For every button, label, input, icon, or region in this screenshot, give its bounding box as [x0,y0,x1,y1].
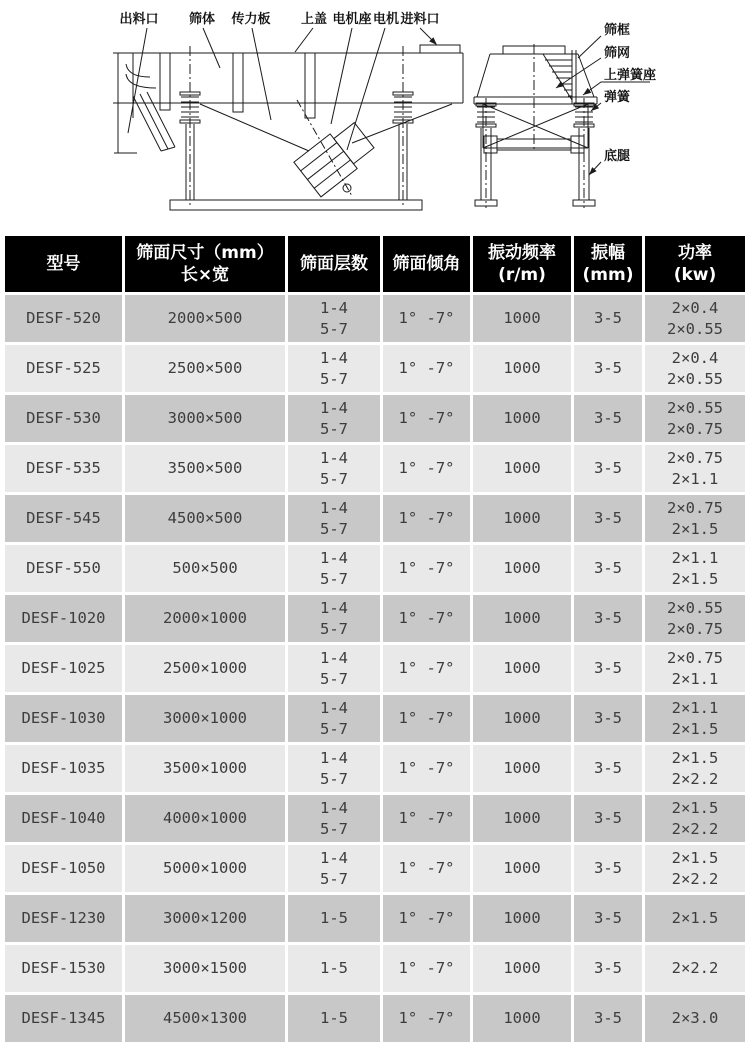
power-line2: 2×1.1 [671,669,719,688]
header-screen-size [125,236,285,292]
table-row [5,945,745,992]
angle-value: 1° -7° [398,409,455,427]
table-row [5,345,745,392]
frequency-cell [473,745,571,792]
amplitude-value: 3-5 [594,659,622,677]
power-cell [645,445,745,492]
table-row [5,545,745,592]
model-value: DESF-1230 [21,909,106,927]
frequency-cell [473,545,571,592]
amplitude-cell [574,295,642,342]
size-cell [125,395,285,442]
layers-line2: 5-7 [320,619,348,638]
angle-value: 1° -7° [398,509,455,527]
model-cell [5,295,122,342]
amplitude-cell [574,895,642,942]
power-cell [645,545,745,592]
size-cell [125,945,285,992]
layers-cell [288,495,380,542]
size-cell [125,545,285,592]
model-value: DESF-545 [26,509,101,527]
header-vibration-frequency-line2: (r/m) [498,265,546,285]
power-line2: 2×1.5 [671,519,719,538]
amplitude-value: 3-5 [594,709,622,727]
table-row [5,395,745,442]
power-line1: 2×0.55 [667,598,723,617]
layers-cell [288,295,380,342]
power-cell [645,495,745,542]
angle-value: 1° -7° [398,859,455,877]
model-cell [5,395,122,442]
label-force-transfer-plate: 传力板 [231,12,271,27]
amplitude-cell [574,995,642,1042]
model-cell [5,595,122,642]
layers-line1: 1-4 [320,348,348,367]
frequency-cell [473,395,571,442]
layers-cell [288,595,380,642]
amplitude-cell [574,845,642,892]
frequency-cell [473,295,571,342]
model-cell [5,495,122,542]
size-value: 4500×1300 [163,1009,247,1027]
amplitude-cell [574,345,642,392]
size-value: 3000×1200 [163,909,247,927]
layers-cell [288,545,380,592]
model-value: DESF-1020 [21,609,106,627]
power-cell [645,595,745,642]
label-top-cover: 上盖 [300,12,328,27]
size-cell [125,745,285,792]
power-cell [645,695,745,742]
model-value: DESF-530 [26,409,101,427]
table-row [5,445,745,492]
angle-value: 1° -7° [398,659,455,677]
power-line1: 2×0.4 [671,298,719,317]
label-discharge-outlet: 出料口 [119,12,159,27]
power-line1: 2×0.55 [667,398,723,417]
header-power-line2: (kw) [673,265,717,285]
power-line2: 2×2.2 [671,769,719,788]
label-motor-base: 电机座 [332,12,372,27]
size-cell [125,495,285,542]
spec-table [5,236,745,1042]
size-cell [125,595,285,642]
amplitude-value: 3-5 [594,909,622,927]
layers-line1: 1-4 [320,648,348,667]
amplitude-value: 3-5 [594,509,622,527]
size-value: 2000×500 [167,309,243,327]
power-line1: 2×1.1 [671,548,719,567]
power-cell [645,895,745,942]
angle-cell [383,995,470,1042]
size-value: 3000×500 [167,409,243,427]
power-cell [645,745,745,792]
table-row [5,995,745,1042]
model-value: DESF-550 [26,559,101,577]
frequency-value: 1000 [503,859,541,877]
header-screen-size-line2: 长×宽 [180,265,230,285]
model-cell [5,545,122,592]
power-line1: 2×1.5 [671,909,719,927]
frequency-cell [473,495,571,542]
model-cell [5,695,122,742]
model-cell [5,745,122,792]
frequency-value: 1000 [503,759,541,777]
amplitude-cell [574,395,642,442]
power-cell [645,845,745,892]
frequency-cell [473,895,571,942]
amplitude-value: 3-5 [594,759,622,777]
layers-line1: 1-4 [320,798,348,817]
header-screen-size-line1: 筛面尺寸（mm） [136,243,274,263]
table-row [5,495,745,542]
amplitude-cell [574,745,642,792]
layers-line1: 1-4 [320,698,348,717]
header-layers [288,236,380,292]
power-line2: 2×0.75 [667,619,723,638]
layers-line2: 5-7 [320,419,348,438]
frequency-value: 1000 [503,959,541,977]
power-cell [645,795,745,842]
frequency-value: 1000 [503,609,541,627]
size-value: 2500×500 [167,359,243,377]
layers-cell [288,695,380,742]
amplitude-value: 3-5 [594,359,622,377]
power-cell [645,645,745,692]
layers-cell [288,945,380,992]
angle-cell [383,495,470,542]
model-cell [5,895,122,942]
label-motor: 电机 [372,12,400,27]
power-line2: 2×2.2 [671,819,719,838]
angle-cell [383,345,470,392]
header-amplitude [574,236,642,292]
frequency-cell [473,445,571,492]
model-value: DESF-535 [26,459,101,477]
size-value: 3500×500 [167,459,243,477]
amplitude-value: 3-5 [594,609,622,627]
angle-value: 1° -7° [398,809,455,827]
layers-line1: 1-4 [320,498,348,517]
angle-cell [383,645,470,692]
frequency-value: 1000 [503,559,541,577]
angle-value: 1° -7° [398,909,455,927]
layers-line2: 5-7 [320,769,348,788]
size-cell [125,995,285,1042]
power-line2: 2×0.55 [667,319,723,338]
amplitude-value: 3-5 [594,409,622,427]
size-cell [125,295,285,342]
amplitude-value: 3-5 [594,459,622,477]
layers-line1: 1-4 [320,398,348,417]
frequency-cell [473,695,571,742]
header-amplitude-line1: 振幅 [591,243,625,263]
header-vibration-frequency-line1: 振动频率 [488,243,556,263]
table-row [5,745,745,792]
header-power-line1: 功率 [678,243,712,263]
amplitude-cell [574,695,642,742]
amplitude-cell [574,545,642,592]
end-view-drawing [474,44,597,208]
size-cell [125,845,285,892]
frequency-value: 1000 [503,359,541,377]
model-value: DESF-1035 [21,759,106,777]
amplitude-cell [574,945,642,992]
angle-cell [383,945,470,992]
layers-line1: 1-4 [320,598,348,617]
layers-cell [288,345,380,392]
model-cell [5,995,122,1042]
power-line2: 2×0.75 [667,419,723,438]
header-amplitude-line2: (mm) [582,265,634,285]
model-cell [5,845,122,892]
table-body [5,295,745,1042]
frequency-cell [473,995,571,1042]
size-cell [125,895,285,942]
size-value: 3500×1000 [163,759,247,777]
size-value: 500×500 [172,559,238,577]
angle-cell [383,445,470,492]
model-value: DESF-1345 [21,1009,106,1027]
model-cell [5,645,122,692]
frequency-value: 1000 [503,509,541,527]
layers-line1: 1-4 [320,548,348,567]
frequency-value: 1000 [503,909,541,927]
header-model-line1: 型号 [46,254,81,274]
layers-line2: 5-7 [320,569,348,588]
layers-line2: 5-7 [320,369,348,388]
label-screen-frame: 筛框 [604,23,631,38]
angle-value: 1° -7° [398,959,455,977]
label-screen-mesh: 筛网 [604,46,631,61]
power-cell [645,345,745,392]
label-spring: 弹簧 [604,90,631,105]
power-line2: 2×1.5 [671,719,719,738]
amplitude-cell [574,795,642,842]
frequency-cell [473,795,571,842]
side-view-drawing [113,45,463,210]
frequency-value: 1000 [503,809,541,827]
model-value: DESF-1050 [21,859,106,877]
power-line2: 2×0.55 [667,369,723,388]
frequency-value: 1000 [503,709,541,727]
layers-line1: 1-4 [320,748,348,767]
layers-line1: 1-4 [320,848,348,867]
layers-cell [288,745,380,792]
power-cell [645,395,745,442]
angle-value: 1° -7° [398,309,455,327]
frequency-cell [473,345,571,392]
amplitude-value: 3-5 [594,809,622,827]
power-line1: 2×1.5 [671,848,719,867]
layers-cell [288,395,380,442]
header-incline-angle-line1: 筛面倾角 [392,254,461,274]
angle-value: 1° -7° [398,459,455,477]
model-value: DESF-525 [26,359,101,377]
header-vibration-frequency [473,236,571,292]
size-value: 2500×1000 [163,659,247,677]
label-upper-spring-seat: 上弹簧座 [604,68,657,83]
header-model [5,236,122,292]
layers-cell [288,795,380,842]
layers-line2: 5-7 [320,869,348,888]
frequency-value: 1000 [503,409,541,427]
table-row [5,645,745,692]
layers-line2: 5-7 [320,319,348,338]
frequency-cell [473,645,571,692]
power-line2: 2×2.2 [671,869,719,888]
header-power [645,236,745,292]
table-row [5,795,745,842]
amplitude-cell [574,495,642,542]
size-value: 5000×1000 [163,859,247,877]
layers-cell [288,995,380,1042]
frequency-cell [473,845,571,892]
amplitude-value: 3-5 [594,1009,622,1027]
angle-cell [383,545,470,592]
size-value: 4000×1000 [163,809,247,827]
table-row [5,695,745,742]
table-row [5,845,745,892]
power-line1: 2×1.5 [671,798,719,817]
size-cell [125,645,285,692]
angle-cell [383,295,470,342]
angle-value: 1° -7° [398,709,455,727]
angle-cell [383,595,470,642]
model-value: DESF-1040 [21,809,106,827]
power-cell [645,295,745,342]
layers-line2: 5-7 [320,519,348,538]
layers-line2: 5-7 [320,719,348,738]
angle-cell [383,695,470,742]
amplitude-value: 3-5 [594,309,622,327]
machine-line-drawing [0,0,750,232]
size-cell [125,345,285,392]
layers-cell [288,645,380,692]
power-line1: 2×0.75 [667,498,723,517]
frequency-value: 1000 [503,659,541,677]
angle-value: 1° -7° [398,609,455,627]
power-line1: 2×0.75 [667,648,723,667]
amplitude-cell [574,445,642,492]
label-bottom-leg: 底腿 [604,149,631,164]
power-line1: 2×0.75 [667,448,723,467]
layers-cell [288,845,380,892]
model-cell [5,445,122,492]
header-layers-line1: 筛面层数 [300,254,368,274]
model-value: DESF-1030 [21,709,106,727]
layers-cell [288,445,380,492]
power-line1: 2×2.2 [671,959,719,977]
angle-cell [383,795,470,842]
amplitude-cell [574,595,642,642]
power-line1: 2×0.4 [671,348,719,367]
model-value: DESF-1530 [21,959,106,977]
layers-line1: 1-5 [320,1009,348,1027]
header-incline-angle [383,236,470,292]
amplitude-value: 3-5 [594,859,622,877]
angle-value: 1° -7° [398,759,455,777]
power-cell [645,995,745,1042]
frequency-cell [473,945,571,992]
layers-line2: 5-7 [320,469,348,488]
amplitude-cell [574,645,642,692]
frequency-value: 1000 [503,1009,541,1027]
power-line1: 2×3.0 [671,1009,719,1027]
size-value: 4500×500 [167,509,243,527]
label-screen-body: 筛体 [188,12,216,27]
size-value: 2000×1000 [163,609,247,627]
layers-line1: 1-4 [320,448,348,467]
angle-value: 1° -7° [398,559,455,577]
amplitude-value: 3-5 [594,959,622,977]
frequency-cell [473,595,571,642]
layers-line1: 1-4 [320,298,348,317]
layers-line1: 1-5 [320,959,348,977]
layers-line2: 5-7 [320,819,348,838]
model-value: DESF-520 [26,309,101,327]
power-line1: 2×1.1 [671,698,719,717]
table-row [5,595,745,642]
model-cell [5,795,122,842]
angle-cell [383,745,470,792]
size-cell [125,445,285,492]
frequency-value: 1000 [503,459,541,477]
table-row [5,895,745,942]
angle-value: 1° -7° [398,1009,455,1027]
size-value: 3000×1000 [163,709,247,727]
layers-cell [288,895,380,942]
label-feed-inlet: 进料口 [400,12,440,27]
model-cell [5,945,122,992]
layers-line2: 5-7 [320,669,348,688]
size-cell [125,795,285,842]
table-header-row [5,236,745,292]
model-cell [5,345,122,392]
angle-value: 1° -7° [398,359,455,377]
layers-line1: 1-5 [320,909,348,927]
angle-cell [383,395,470,442]
model-value: DESF-1025 [21,659,106,677]
power-cell [645,945,745,992]
size-cell [125,695,285,742]
angle-cell [383,845,470,892]
frequency-value: 1000 [503,309,541,327]
size-value: 3000×1500 [163,959,247,977]
angle-cell [383,895,470,942]
power-line2: 2×1.5 [671,569,719,588]
amplitude-value: 3-5 [594,559,622,577]
machine-diagram [0,0,750,232]
table-row [5,295,745,342]
power-line2: 2×1.1 [671,469,719,488]
power-line1: 2×1.5 [671,748,719,767]
